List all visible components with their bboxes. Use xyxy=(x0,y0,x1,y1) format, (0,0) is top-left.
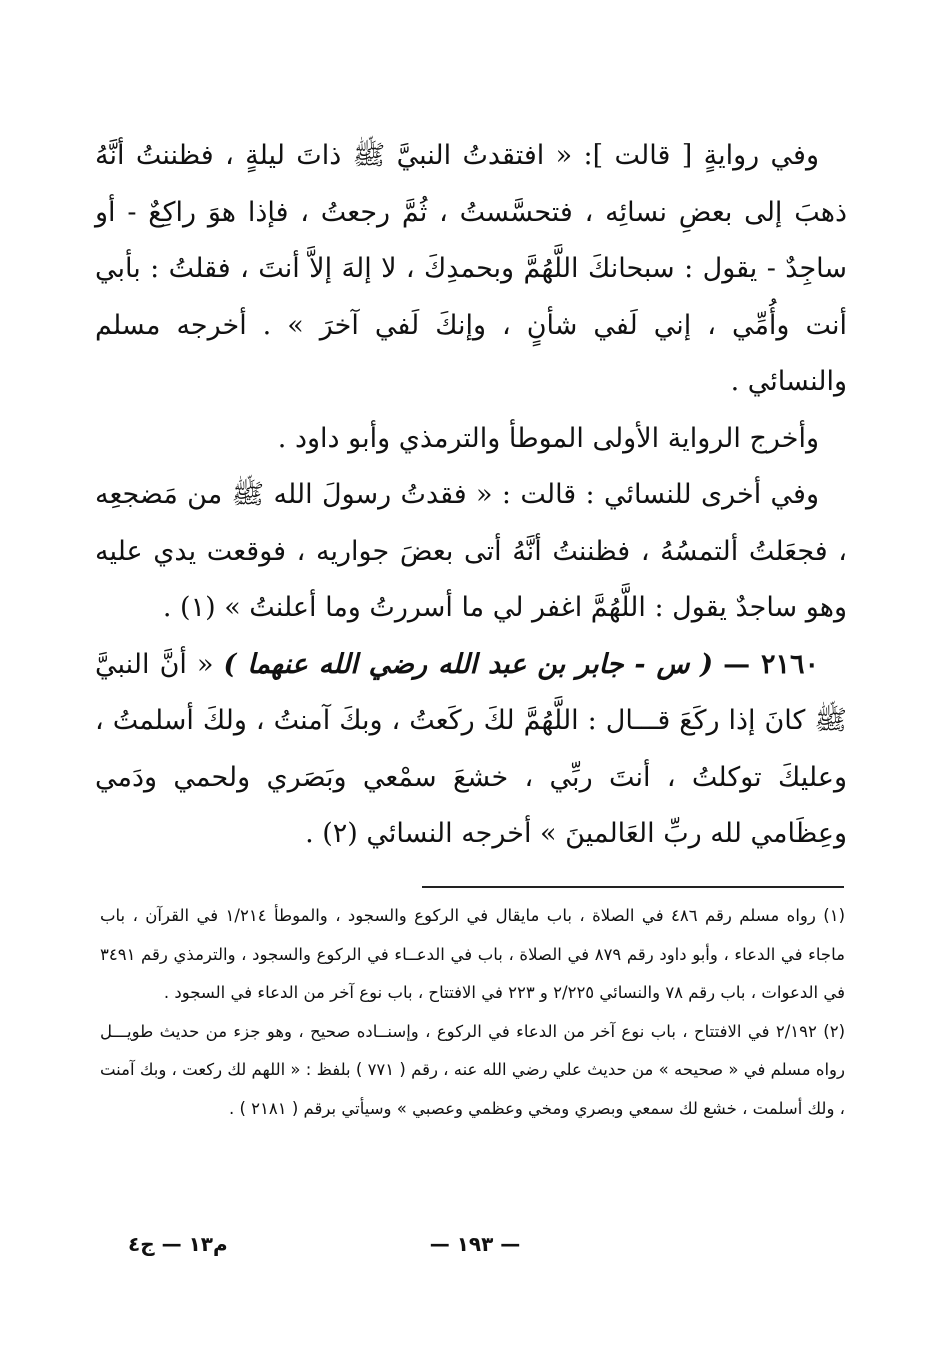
paragraph-first-narration-sources: وأخرج الرواية الأولى الموطأ والترمذي وأبو داود . xyxy=(277,422,819,454)
main-text xyxy=(95,128,847,863)
hadith-text: « أنَّ النبيَّ ﷺ كانَ إذا ركَعَ قـــال : اللَّهُمَّ لكَ ركَعتُ ، وبكَ آمنتُ ، ولكَ أسلمتُ ، وعليكَ توكلتُ ، أنتَ ربِّي ، خشعَ سمْعي وبَصَري ولحمي ودَمي وعِظَامي لله ربِّ العَالمينَ » أخرجه النسائي (٢) . xyxy=(95,648,847,849)
footnote-2: (٢) ٢/١٩٢ في الافتتاح ، باب نوع آخر من الدعاء في الركوع ، وإسنــاده صحيح ، وهو جزء من حديث طويـــل رواه مسلم في « صحيحه » من حديث علي رضي الله عنه ، رقم ( ٧٧١ ) بلفظ : « اللهم لك ركعت ، وبك آمنت ، ولك أسلمت ، خشع لك سمعي وبصري ومخي وعظمي وعصبي » وسيأتي برقم ( ٢١٨١ ) . xyxy=(99,1021,846,1118)
footnote-1: (١) رواه مسلم رقم ٤٨٦ في الصلاة ، باب مايقال في الركوع والسجود ، والموطأ ١/٢١٤ في القرآن ، باب ماجاء في الدعاء ، وأبو داود رقم ٨٧٩ في الصلاة ، باب في الدعــاء في الركوع والسجود ، والترمذي رقم ٣٤٩١ في الدعوات ، باب رقم ٧٨ والنسائي ٢/٢٢٥ و ٢٢٣ في الافتتاح ، باب نوع آخر من الدعاء في السجود . xyxy=(100,906,846,1003)
hadith-narrator: ( س - جابر بن عبد الله رضي الله عنهما ) xyxy=(223,648,714,680)
hadith-2160 xyxy=(95,637,847,863)
volume-marker: م١٣ — ج٤ xyxy=(128,1232,228,1256)
paragraph-variant-narration: وفي روايةٍ [ قالت ]: « افتقدتُ النبيَّ ﷺ ذاتَ ليلةٍ ، فظننتُ أنَّهُ ذهبَ إلى بعضِ نسائِه ، فتحسَّستُ ، ثُمَّ رجعتُ ، فإذا هوَ راكِعٌ - أو ساجِدٌ - يقول : سبحانكَ اللَّهُمَّ وبحمدِكَ ، لا إلهَ إلاَّ أنتَ ، فقلتُ : بأبي أنت وأُمِّي ، إني لَفي شأنٍ ، وإنكَ لَفي آخرَ » . أخرجه مسلم والنسائي . xyxy=(95,140,847,397)
footnotes xyxy=(100,897,845,1129)
paragraph-nasai-narration: وفي أخرى للنسائي : قالت : « فقدتُ رسولَ الله ﷺ من مَضجعِه ، فجعَلتُ ألتمسُهُ ، فظننتُ أنَّهُ أتى بعضَ جواريه ، فوقعت يدي عليه وهو ساجدٌ يقول : اللَّهُمَّ اغفر لي ما أسررتُ وما أعلنتُ » (١) . xyxy=(95,479,847,623)
footnote-divider xyxy=(422,886,844,888)
hadith-number: ٢١٦٠ — xyxy=(723,648,820,680)
page-number: — ١٩٣ — xyxy=(429,1232,521,1256)
